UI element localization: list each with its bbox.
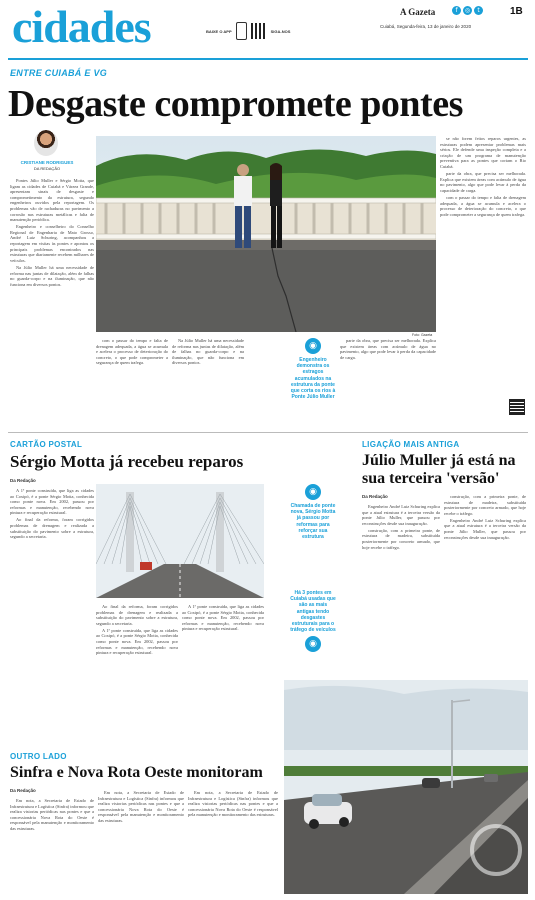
divider <box>8 432 528 433</box>
story4-headline: Sinfra e Nova Rota Oeste monitoram <box>10 764 263 781</box>
camera-icon: ◉ <box>305 636 321 652</box>
social-icons <box>452 6 483 15</box>
lead-side-text <box>440 136 526 396</box>
lead-headline: Desgaste compromete pontes <box>8 83 463 125</box>
masthead-rule <box>8 58 528 60</box>
story-paragraph: construção, com a primeira ponte, de estrutura de madeira, substituída posteriormente por concreto armado, que hoje recebe o tráfego. <box>444 494 526 516</box>
story2-photo <box>96 484 264 598</box>
story2-headline: Sérgio Motta já recebeu reparos <box>10 452 244 471</box>
qr-code-icon <box>251 23 267 39</box>
story-paragraph: Engenheiro André Luiz Schuring explica que a atual estrutura é a terceira versão da ponte Júlio Muller, que passou por reconstruções desde sua inauguração. <box>444 517 526 540</box>
lead-body-col4 <box>340 338 436 408</box>
photo-credit: Foto: Gazeta <box>412 333 433 337</box>
story4-body-col3 <box>188 790 278 894</box>
dateline: Cuiabá, Segunda-feira, 13 de janeiro de 2020 <box>380 24 472 29</box>
story2-byline: Da Redação <box>10 478 36 483</box>
story-paragraph: Em nota, a Secretaria de Estado de Infraestrutura e Logística (Sinfra) informou que realiza vistorias periódicas nas pontes e que a concessionária Nova Rota do Oeste é responsável pela manutenção e monitoramento das estruturas. <box>10 798 94 831</box>
story4-body-col2 <box>98 790 184 894</box>
phone-icon <box>236 22 247 40</box>
story3-byline: Da Redação <box>362 494 388 499</box>
lead-caption: Engenheiro demonstra os estragos acumulados na estrutura da ponte que corta os rios à Ponte Júlio Muller <box>290 357 336 401</box>
story-paragraph: Ao final da reforma, foram corrigidos problemas de drenagem e realizada a substituição do pavimento sobre a estrutura, segundo a secretaria. <box>96 604 178 626</box>
lead-paragraph: Engenheiro e conselheiro do Conselho Regional de Engenharia de Mato Grosso, André Luiz Schuring, acompanhou a reportagem em visitas às pontes e apontou os principais problemas encontrados nas estruturas que diariamente recebem milhares de veículos. <box>10 224 94 263</box>
lead-paragraph: com o passar do tempo e falta de drenagem adequada, a água se acumula e acelera o processo de deterioração do concreto, o que pode comprometer a segurança de quem trafega. <box>440 194 526 217</box>
lead-paragraph: com o passar do tempo e falta de drenagem adequada, a água se acumula e acelera o processo de deterioração do concreto, o que pode comprometer a segurança de quem trafega. <box>96 338 168 366</box>
story4-kicker: OUTRO LADO <box>10 752 67 761</box>
section-title: cidades <box>12 1 151 52</box>
camera-icon: ◉ <box>305 338 321 354</box>
story-paragraph: Em nota, a Secretaria de Estado de Infraestrutura e Logística (Sinfra) informou que realiza vistorias periódicas nas pontes e que a concessionária Nova Rota do Oeste é responsável pela manutenção e monitoramento das estruturas. <box>188 790 278 818</box>
story2-body-mid2 <box>182 604 264 738</box>
sidebar-caption-1 <box>290 484 336 540</box>
lead-caption-box <box>290 338 336 408</box>
lead-paragraph: Pontes Júlio Muller e Sérgio Motta, que ligam as cidades de Cuiabá e Várzea Grande, apresentam sinais de desgaste e comprometimento da estrutura, segundo engenheiros ouvidos pela reportagem. Os problemas vão de rachaduras no pavimento a corrosão nas estruturas metálicas e falta de manutenção periódica. <box>10 178 94 223</box>
bridge-photo <box>96 136 436 332</box>
story3-photo <box>284 680 528 894</box>
sidebar-caption-2 <box>290 590 336 652</box>
story3-kicker: LIGAÇÃO MAIS ANTIGA <box>362 440 460 449</box>
facebook-icon: f <box>452 6 461 15</box>
sidebar-caption-text: Há 3 pontes em Cuiabá usadas que são as mais antigas tendo desgastes estruturais para o tráfego de veículos <box>290 590 336 634</box>
camera-icon: ◉ <box>305 484 321 500</box>
lead-paragraph: parte da obra, que precisa ser melhorada. Explica que existem áreas com acúmulo de água no pavimento, algo que pode levar à perda da capacidade de carga. <box>440 171 526 193</box>
social-text: SIGA-NOS <box>270 28 291 34</box>
author-photo <box>34 130 58 156</box>
lead-body-col1 <box>10 178 94 408</box>
lead-paragraph: parte da obra, que precisa ser melhorada. Explica que existem áreas com acúmulo de água no pavimento, algo que pode levar à perda da capacidade de carga. <box>340 338 436 360</box>
road-bridge-photo <box>284 680 528 894</box>
story3-body-left <box>362 504 440 674</box>
story3-body-right <box>444 494 526 674</box>
story-paragraph: A 1ª ponte construída, que liga as cidades ao Coxipó, é a ponte Sérgio Motta, conhecida como ponte nova. Em 2002, passou por reformas e manutenção, recebendo nova pintura e recuperação estrutural. <box>96 627 178 656</box>
masthead <box>0 0 535 62</box>
app-promo <box>206 22 290 40</box>
story-paragraph: Em nota, a Secretaria de Estado de Infraestrutura e Logística (Sinfra) informou que realiza vistorias periódicas nas pontes e que a concessionária Nova Rota do Oeste é responsável pela manutenção e monitoramento das estruturas. <box>98 790 184 823</box>
instagram-icon: ◎ <box>464 7 471 14</box>
lead-body-col3 <box>172 338 244 408</box>
lead-photo <box>96 136 436 332</box>
story2-body-mid1 <box>96 604 178 738</box>
story3-headline: Júlio Muller já está na sua terceira 'versão' <box>362 452 516 487</box>
paper-name: A Gazeta <box>400 7 436 17</box>
lead-paragraph: Na Júlio Muller há uma necessidade de reforma nas juntas de dilatação, além de falhas no guarda-corpo e na iluminação, que não funciona em diversos pontos. <box>172 338 244 366</box>
page-number: 1B <box>510 6 523 17</box>
app-text: BAIXE O APP <box>206 28 232 34</box>
author-name: CRISTIANE RODRIGUES <box>20 160 74 165</box>
story-paragraph: Engenheiro André Luiz Schuring explica que a atual estrutura é a terceira versão da ponte Júlio Muller, que passou por reconstruções desde sua inauguração. <box>362 504 440 526</box>
lead-kicker: ENTRE CUIABÁ E VG <box>10 68 108 78</box>
story4-body-col1 <box>10 798 94 894</box>
qr-code-icon <box>510 400 524 414</box>
story2-body-left <box>10 488 94 718</box>
lead-paragraph: Na Júlio Muller há uma necessidade de reforma nas juntas de dilatação, além de falhas no guarda-corpo e na iluminação, que não funciona em diversos pontos. <box>10 264 94 287</box>
story-paragraph: A 1ª ponte construída, que liga as cidades ao Coxipó, é a ponte Sérgio Motta, conhecida como ponte nova. Em 2002, passou por reformas e manutenção, recebendo nova pintura e recuperação estrutural. <box>182 604 264 632</box>
author-role: DA REDAÇÃO <box>33 166 61 171</box>
story2-kicker: CARTÃO POSTAL <box>10 440 83 449</box>
lead-body-col2 <box>96 338 168 408</box>
story-paragraph: A 1ª ponte construída, que liga as cidades ao Coxipó, é a ponte Sérgio Motta, conhecida como ponte nova. Em 2002, passou por reformas e manutenção, recebendo nova pintura e recuperação estrutural. <box>10 488 94 516</box>
lead-paragraph: se não forem feitos reparos urgentes, as estruturas podem apresentar problemas mais sérios. Ele defende uma inspeção completa e a criação de um programa de manutenção preventiva para as pontes que cortam o Rio Cuiabá. <box>440 136 526 169</box>
sidebar-caption-text: Chamada de ponte nova, Sérgio Motta já passou por reformas para reforçar sua estrutura <box>290 503 336 541</box>
story-paragraph: construção, com a primeira ponte, de estrutura de madeira, substituída posteriormente por concreto armado, que hoje recebe o tráfego. <box>362 527 440 550</box>
twitter-icon: t <box>474 6 483 15</box>
cable-bridge-photo <box>96 484 264 598</box>
story-paragraph: Ao final da reforma, foram corrigidos problemas de drenagem e realizada a substituição do pavimento sobre a estrutura, segundo a secretaria. <box>10 517 94 540</box>
story4-byline: Da Redação <box>10 788 36 793</box>
